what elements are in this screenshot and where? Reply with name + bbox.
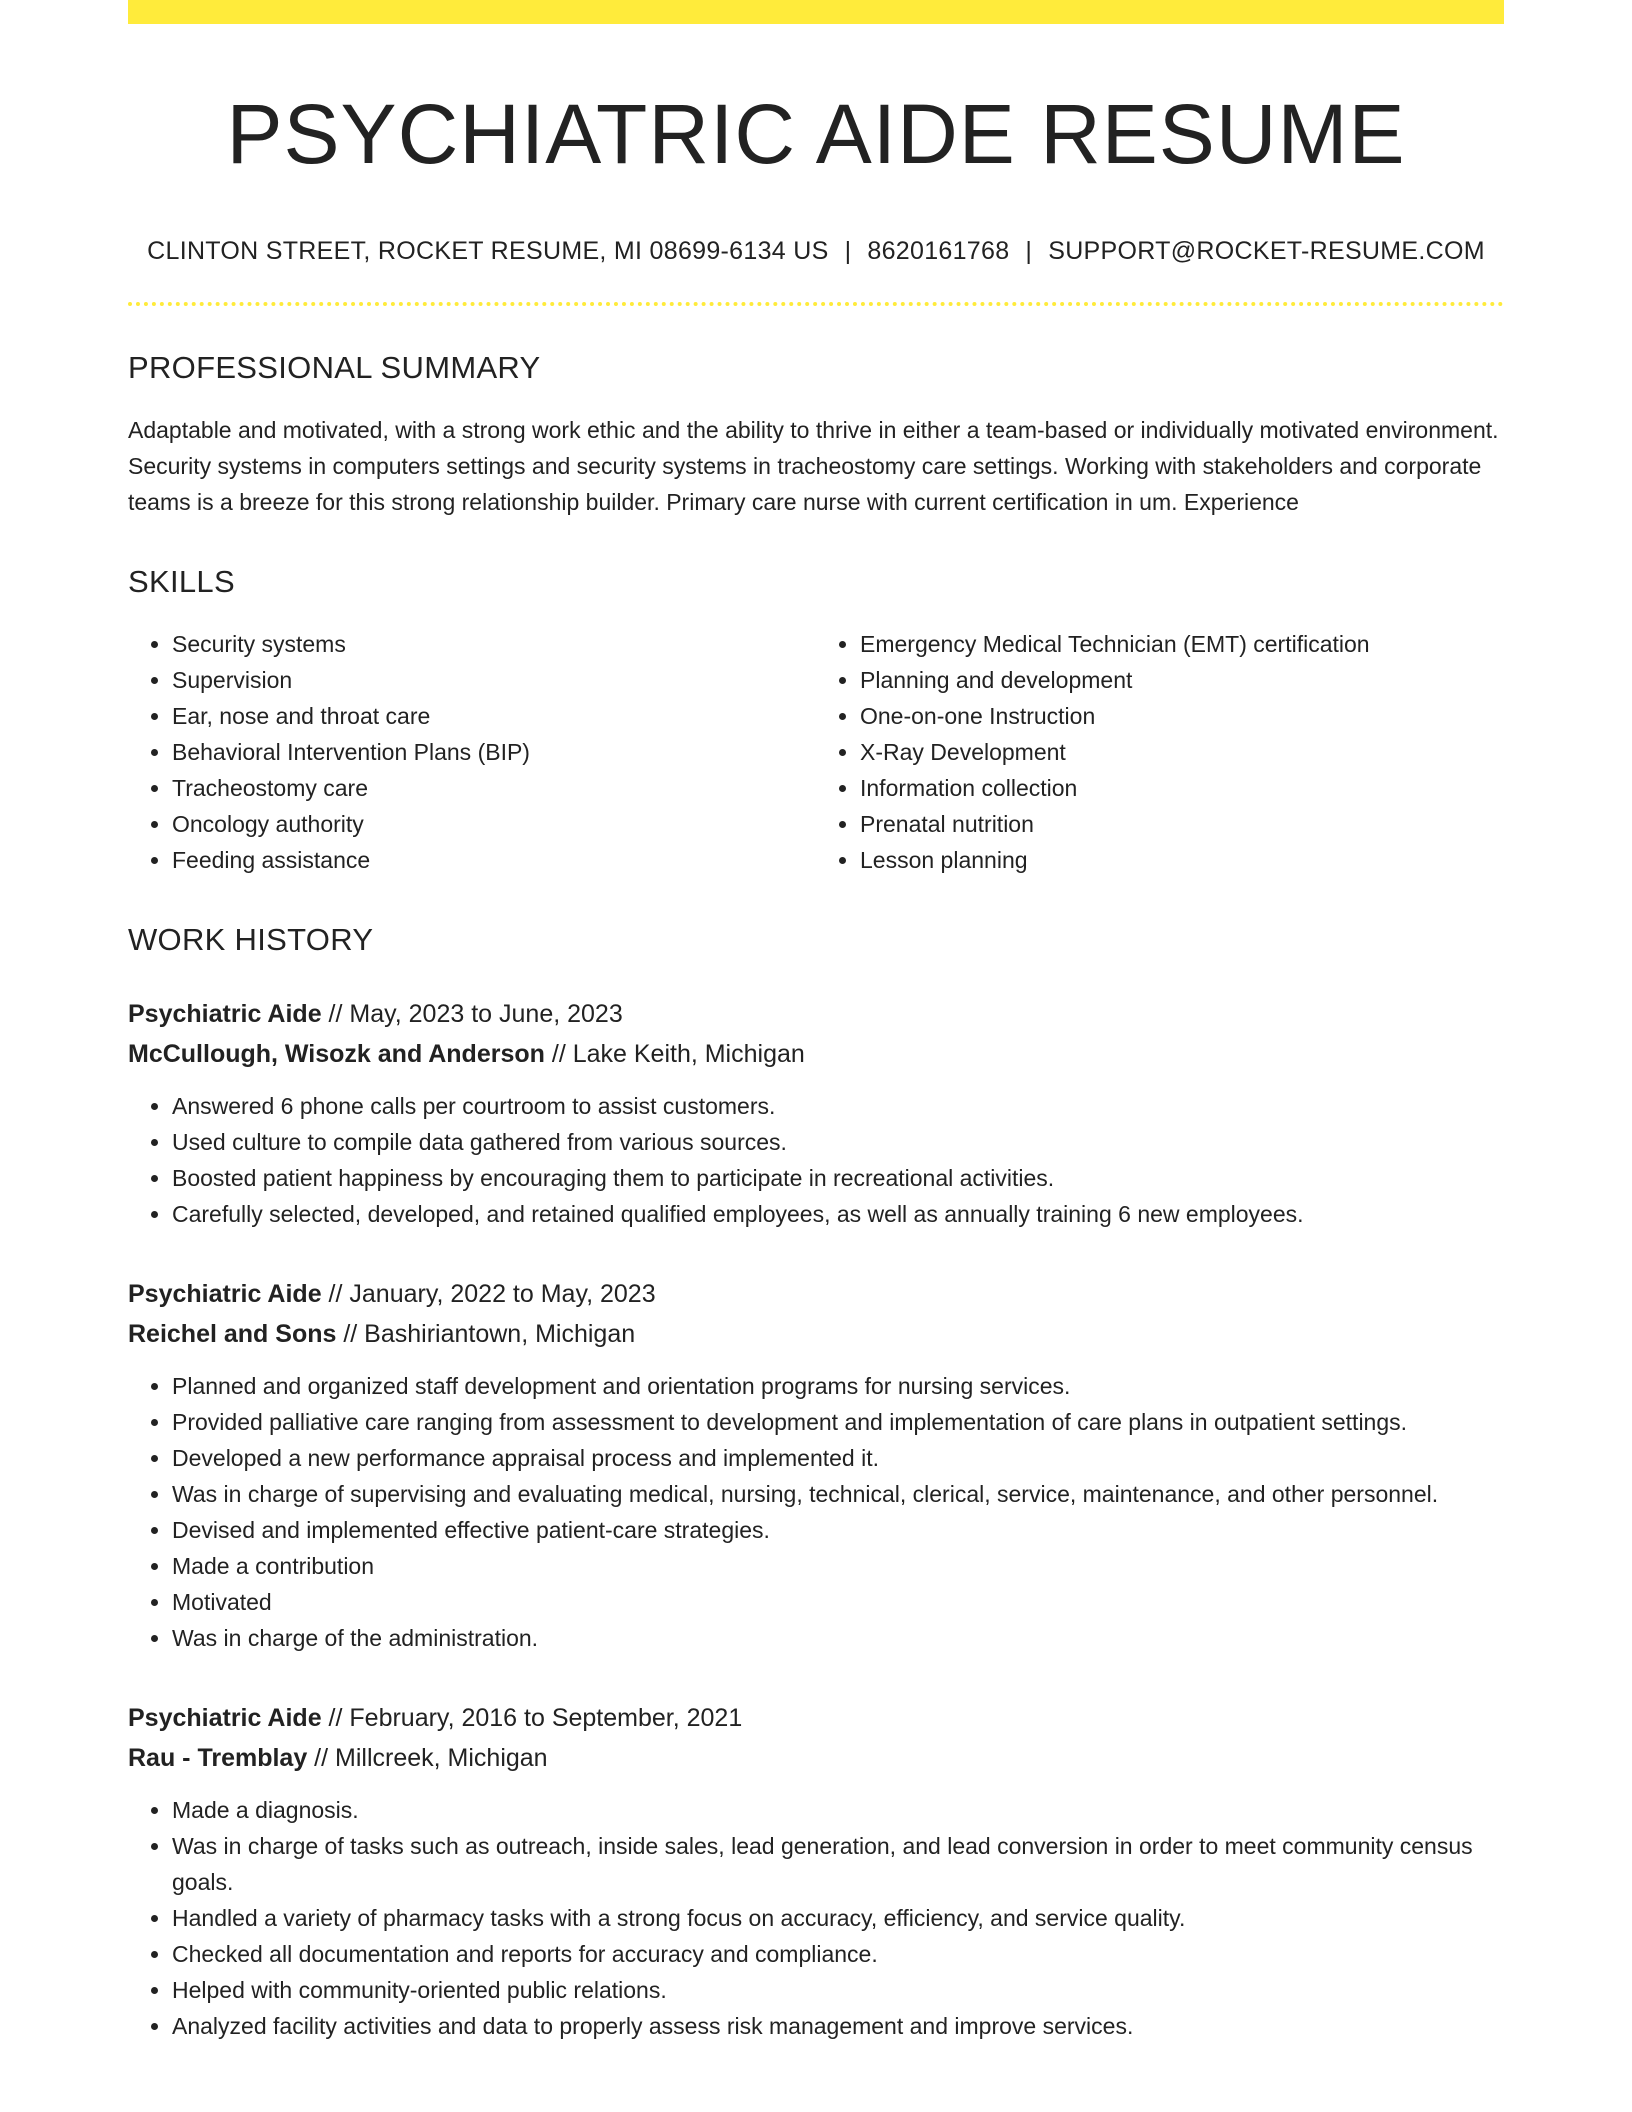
skill-item: • Lesson planning [860,842,1504,878]
contact-separator: | [1025,236,1033,265]
job-company-line [128,1738,1504,1778]
skill-item: • Prenatal nutrition [860,806,1504,842]
job-company: McCullough, Wisozk and Anderson [128,1039,545,1068]
job-role: Psychiatric Aide [128,999,322,1028]
skill-item: • Information collection [860,770,1504,806]
job-entry [128,994,1504,1232]
job-bullet: • Was in charge of tasks such as outreach, inside sales, lead generation, and lead conversion in order to meet community census goals. [172,1828,1504,1900]
job-bullet: • Handled a variety of pharmacy tasks with a strong focus on accuracy, efficiency, and service quality. [172,1900,1504,1936]
contact-line [128,237,1504,266]
job-bullet: • Helped with community-oriented public relations. [172,1972,1504,2008]
contact-phone: 8620161768 [867,236,1010,265]
job-bullet: • Used culture to compile data gathered from various sources. [172,1124,1504,1160]
skill-item: • Security systems [172,626,816,662]
job-bullet: • Was in charge of supervising and evaluating medical, nursing, technical, clerical, service, maintenance, and other personnel. [172,1476,1504,1512]
job-bullets [128,1792,1504,2044]
resume-title: PSYCHIATRIC AIDE RESUME [226,87,1406,181]
job-dates: // May, 2023 to June, 2023 [321,999,623,1028]
job-bullet: • Boosted patient happiness by encouraging them to participate in recreational activities. [172,1160,1504,1196]
job-bullets [128,1088,1504,1232]
resume-page [128,0,1504,2044]
job-bullet: • Made a contribution [172,1548,1504,1584]
job-company: Rau - Tremblay [128,1743,308,1772]
job-role: Psychiatric Aide [128,1279,322,1308]
job-bullet: • Provided palliative care ranging from assessment to development and implementation of care plans in outpatient settings. [172,1404,1504,1440]
contact-address: CLINTON STREET, ROCKET RESUME, MI 08699-6134 US [147,236,829,265]
skills-columns [128,626,1504,878]
job-role-line [128,1698,1504,1738]
skill-item: • Tracheostomy care [172,770,816,806]
job-entry [128,1274,1504,1656]
skills-list-left [128,626,816,878]
job-bullet: • Motivated [172,1584,1504,1620]
accent-bar [128,0,1504,24]
skill-item: • Supervision [172,662,816,698]
job-role-line [128,994,1504,1034]
skills-list-right [816,626,1504,878]
job-role: Psychiatric Aide [128,1703,322,1732]
job-location: // Lake Keith, Michigan [544,1039,805,1068]
job-bullets [128,1368,1504,1656]
job-location: // Millcreek, Michigan [307,1743,548,1772]
contact-email: SUPPORT@ROCKET-RESUME.COM [1048,236,1485,265]
skill-item: • X-Ray Development [860,734,1504,770]
summary-text: Adaptable and motivated, with a strong work ethic and the ability to thrive in either a team-based or individually motivated environment. Security systems in computers settings and security systems in tracheostomy care settings. Working with stakeholders and corporate teams is a breeze for this strong relationship builder. Primary care nurse with current certification in um. Experience [128,416,1499,515]
section-title-skills: SKILLS [128,563,235,599]
job-bullet: • Carefully selected, developed, and retained qualified employees, as well as annually training 6 new employees. [172,1196,1504,1232]
section-title-work-history: WORK HISTORY [128,921,374,957]
job-bullet: • Made a diagnosis. [172,1792,1504,1828]
job-company: Reichel and Sons [128,1319,337,1348]
skill-item: • Planning and development [860,662,1504,698]
skill-item: • Behavioral Intervention Plans (BIP) [172,734,816,770]
skill-item: • Feeding assistance [172,842,816,878]
contact-separator: | [844,236,852,265]
dotted-divider [128,302,1504,306]
job-bullet: • Developed a new performance appraisal process and implemented it. [172,1440,1504,1476]
job-bullet: • Planned and organized staff development and orientation programs for nursing services. [172,1368,1504,1404]
job-bullet: • Checked all documentation and reports for accuracy and compliance. [172,1936,1504,1972]
skill-item: • One-on-one Instruction [860,698,1504,734]
job-location: // Bashiriantown, Michigan [336,1319,636,1348]
skill-item: • Oncology authority [172,806,816,842]
job-company-line [128,1034,1504,1074]
job-entry [128,1698,1504,2044]
section-title-summary: PROFESSIONAL SUMMARY [128,349,541,385]
job-bullet: • Devised and implemented effective patient-care strategies. [172,1512,1504,1548]
job-dates: // January, 2022 to May, 2023 [321,1279,656,1308]
job-bullet: • Was in charge of the administration. [172,1620,1504,1656]
skill-item: • Ear, nose and throat care [172,698,816,734]
job-bullet: • Answered 6 phone calls per courtroom to assist customers. [172,1088,1504,1124]
job-role-line [128,1274,1504,1314]
skill-item: • Emergency Medical Technician (EMT) certification [860,626,1504,662]
job-company-line [128,1314,1504,1354]
job-dates: // February, 2016 to September, 2021 [321,1703,743,1732]
job-bullet: • Analyzed facility activities and data to properly assess risk management and improve services. [172,2008,1504,2044]
